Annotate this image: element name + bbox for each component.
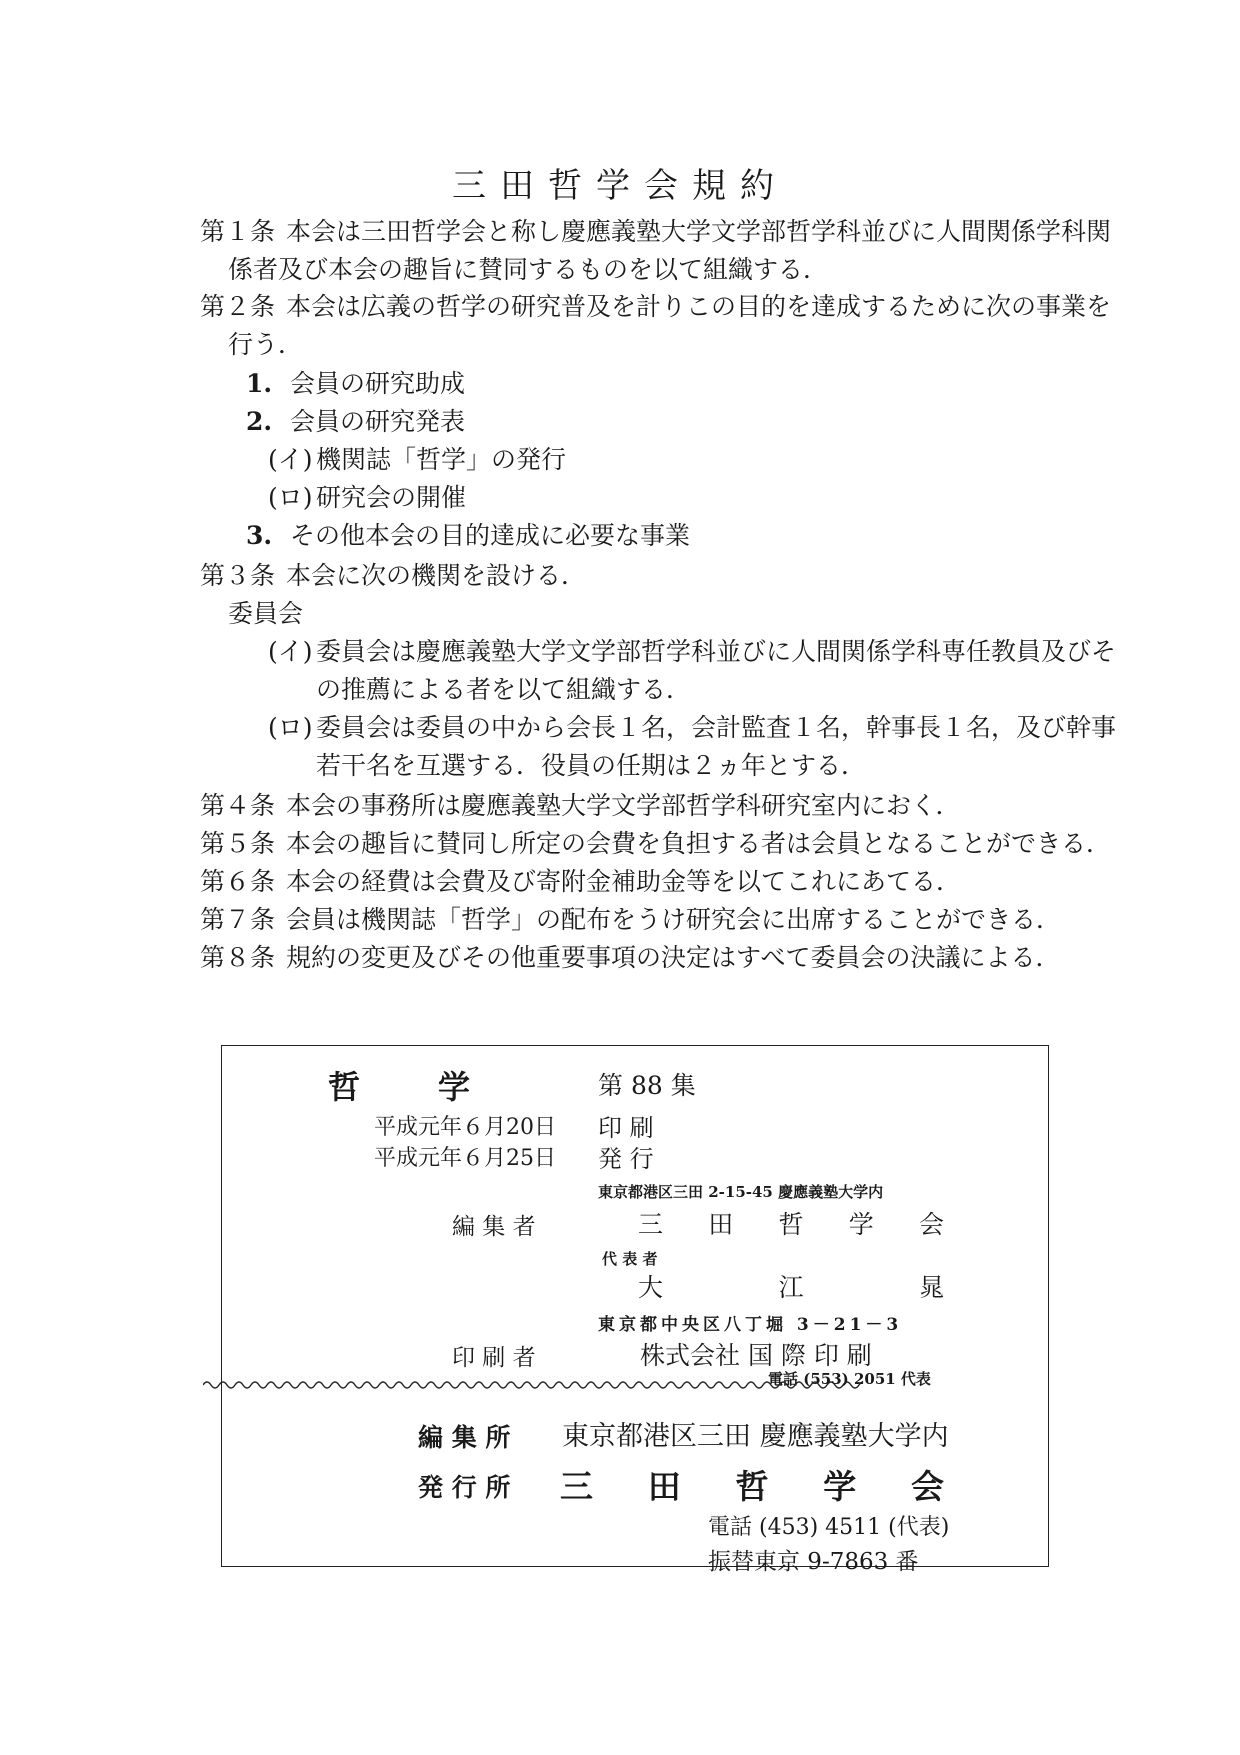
item-text: 研究会の開催 [316,483,467,512]
representative-name-char: 江 [778,1273,804,1302]
representative-name-char: 晁 [918,1273,944,1302]
pub-transfer-account: 振替東京 9-7863 番 [708,1549,919,1575]
item-text: 会員の研究発表 [290,407,466,436]
journal-title-char-2: 学 [438,1068,471,1106]
pub-office-name-char: 哲 [735,1467,769,1506]
article-label: 第３条 [200,561,276,590]
printed-date: 平成元年６月20日 [374,1115,556,1140]
journal-title-char-1: 哲 [328,1068,361,1106]
article-2-item-2b [268,478,466,518]
printer-name: 株式会社 国 際 印 刷 [640,1341,872,1370]
printer-address: 東京都中央区八丁堀 3－21－3 [598,1315,903,1335]
volume-number: 第 88 集 [598,1071,696,1100]
printed-label: 印 刷 [598,1114,654,1142]
editor-name-char: 三 [638,1210,664,1239]
editor-address: 東京都港区三田 2-15-45 慶應義塾大学内 [598,1183,884,1201]
pub-office-name-char: 会 [911,1467,944,1506]
item-marker: (ロ) [268,713,313,742]
item-number: 3. [246,521,273,550]
committee-item-a-continuation: の推薦による者を以て組織する． [316,675,692,704]
pub-office-label: 発 行 所 [418,1473,511,1502]
representative-label: 代 表 者 [602,1250,658,1268]
committee-item-a [268,632,1116,672]
item-number: 1. [246,369,273,398]
article-2-item-1 [246,364,465,404]
item-marker: (ロ) [268,483,313,512]
pub-office-name-char: 田 [647,1467,681,1506]
article-label: 第７条 [200,905,276,934]
article-1 [200,212,1111,252]
pub-phone: 電話 (453) 4511 (代表) [708,1515,950,1540]
article-label: 第４条 [200,791,276,820]
pub-office-name-char: 三 [560,1467,593,1506]
article-text: 本会は三田哲学会と称し慶應義塾大学文学部哲学科並びに人間関係学科関 [286,217,1112,246]
item-text: 機関誌「哲学」の発行 [316,445,567,474]
representative-name-char: 大 [638,1273,664,1302]
article-label: 第６条 [200,867,276,896]
article-2-item-3 [246,516,690,556]
item-marker: (イ) [268,445,313,474]
article-2 [200,287,1111,327]
representative-name [638,1268,944,1304]
article-label: 第５条 [200,829,276,858]
article-text: 本会の趣旨に賛同し所定の会費を負担する者は会員となることができる． [286,829,1112,858]
editor-name-char: 田 [708,1210,734,1239]
article-text: 本会に次の機関を設ける． [286,561,587,590]
article-7 [200,900,1061,940]
article-text: 本会は広義の哲学の研究普及を計りこの目的を達成するために次の事業を [286,292,1112,321]
printer-label: 印 刷 者 [452,1345,536,1371]
item-number: 2. [246,407,273,436]
published-label: 発 行 [598,1145,654,1173]
article-text: 会員は機関誌「哲学」の配布をうけ研究会に出席することができる． [286,905,1062,934]
item-text: 会員の研究助成 [290,369,466,398]
page-title: 三田哲学会規約 [452,166,788,206]
item-marker: (イ) [268,637,313,666]
article-4 [200,786,961,826]
article-label: 第１条 [200,217,276,246]
editor-label: 編 集 者 [452,1214,536,1240]
wavy-divider [203,1378,863,1392]
committee-heading: 委員会 [228,599,304,628]
pub-office-name [560,1461,944,1508]
article-text: 規約の変更及びその他重要事項の決定はすべて委員会の決議による． [286,943,1061,972]
article-8 [200,938,1061,978]
article-text: 本会の経費は会費及び寄附金補助金等を以てこれにあてる． [286,867,962,896]
item-text: 委員会は委員の中から会長１名，会計監査１名，幹事長１名，及び幹事 [316,713,1117,742]
article-2-continuation: 行う． [228,330,304,359]
editor-name [638,1205,944,1241]
article-2-item-2 [246,402,465,442]
editor-name-char: 哲 [778,1210,804,1239]
item-text: その他本会の目的達成に必要な事業 [290,521,691,550]
article-1-continuation: 係者及び本会の趣旨に賛同するものを以て組織する． [228,255,829,284]
committee-item-b [268,708,1116,748]
article-5 [200,824,1111,864]
committee-item-b-continuation: 若干名を互選する．役員の任期は２ヵ年とする． [316,751,867,780]
printer-phone: 電話 (553) 2051 代表 [768,1370,931,1388]
edit-office-label: 編 集 所 [418,1423,511,1452]
item-text: 委員会は慶應義塾大学文学部哲学科並びに人間関係学科専任教員及びそ [316,637,1117,666]
article-6 [200,862,961,902]
editor-name-char: 学 [848,1210,874,1239]
published-date: 平成元年６月25日 [374,1146,556,1171]
article-text: 本会の事務所は慶應義塾大学文学部哲学科研究室内におく． [286,791,961,820]
edit-office-value: 東京都港区三田 慶應義塾大学内 [562,1421,949,1452]
article-label: 第２条 [200,292,276,321]
pub-office-name-char: 学 [823,1467,857,1506]
editor-name-char: 会 [918,1210,944,1239]
article-label: 第８条 [200,943,276,972]
article-2-item-2a [268,440,566,480]
article-3 [200,556,586,596]
